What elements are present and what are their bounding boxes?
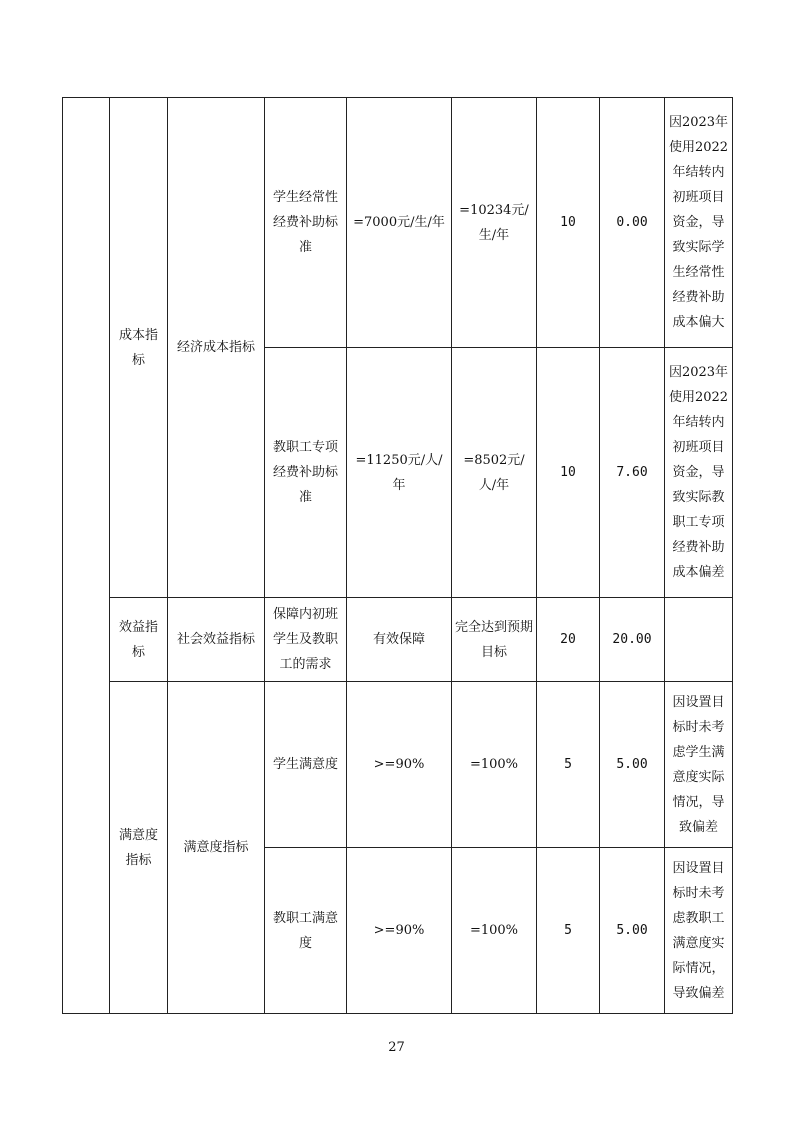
indicator-name-cell: 教职工专项经费补助标准 bbox=[265, 348, 347, 598]
weight-cell: 5 bbox=[537, 682, 600, 848]
level1-indicator-cell: 成本指标 bbox=[110, 98, 168, 598]
indicator-name-cell: 学生满意度 bbox=[265, 682, 347, 848]
target-value-cell: =11250元/人/年 bbox=[347, 348, 452, 598]
indicator-name-cell: 学生经常性经费补助标准 bbox=[265, 98, 347, 348]
actual-value-cell: =10234元/生/年 bbox=[452, 98, 537, 348]
level2-indicator-cell: 满意度指标 bbox=[168, 682, 265, 1014]
weight-cell: 20 bbox=[537, 598, 600, 682]
table-row bbox=[63, 682, 733, 848]
indicator-name-cell: 教职工满意度 bbox=[265, 848, 347, 1014]
level1-indicator-cell: 满意度指标 bbox=[110, 682, 168, 1014]
actual-value-cell: =8502元/人/年 bbox=[452, 348, 537, 598]
level1-indicator-cell: 效益指标 bbox=[110, 598, 168, 682]
deviation-note-cell bbox=[665, 598, 733, 682]
actual-value-cell: =100% bbox=[452, 848, 537, 1014]
deviation-note-cell: 因设置目标时未考虑教职工满意度实际情况，导致偏差 bbox=[665, 848, 733, 1014]
deviation-note-cell: 因2023年使用2022年结转内初班项目资金，导致实际学生经常性经费补助成本偏大 bbox=[665, 98, 733, 348]
score-cell: 7.60 bbox=[600, 348, 665, 598]
actual-value-cell: 完全达到预期目标 bbox=[452, 598, 537, 682]
target-value-cell: 有效保障 bbox=[347, 598, 452, 682]
score-cell: 20.00 bbox=[600, 598, 665, 682]
indicator-name-cell: 保障内初班学生及教职工的需求 bbox=[265, 598, 347, 682]
target-value-cell: >=90% bbox=[347, 682, 452, 848]
performance-table bbox=[62, 97, 733, 1014]
page-number: 27 bbox=[388, 1040, 405, 1055]
weight-cell: 10 bbox=[537, 98, 600, 348]
score-cell: 5.00 bbox=[600, 848, 665, 1014]
weight-cell: 5 bbox=[537, 848, 600, 1014]
target-value-cell: >=90% bbox=[347, 848, 452, 1014]
weight-cell: 10 bbox=[537, 348, 600, 598]
category-cell-empty bbox=[63, 98, 110, 1014]
deviation-note-cell: 因2023年使用2022年结转内初班项目资金，导致实际教职工专项经费补助成本偏差 bbox=[665, 348, 733, 598]
target-value-cell: =7000元/生/年 bbox=[347, 98, 452, 348]
level2-indicator-cell: 经济成本指标 bbox=[168, 98, 265, 598]
table-row bbox=[63, 98, 733, 348]
level2-indicator-cell: 社会效益指标 bbox=[168, 598, 265, 682]
table-row bbox=[63, 598, 733, 682]
score-cell: 0.00 bbox=[600, 98, 665, 348]
score-cell: 5.00 bbox=[600, 682, 665, 848]
deviation-note-cell: 因设置目标时未考虑学生满意度实际情况，导致偏差 bbox=[665, 682, 733, 848]
actual-value-cell: =100% bbox=[452, 682, 537, 848]
